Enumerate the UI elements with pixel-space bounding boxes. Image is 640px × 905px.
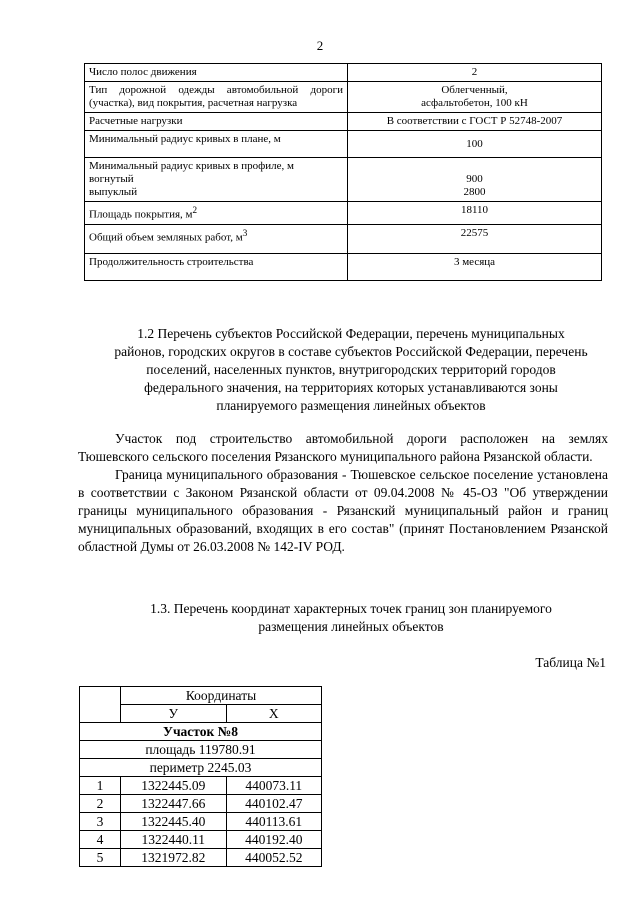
coord-y: 1322445.40 — [121, 813, 227, 831]
point-number: 3 — [80, 813, 121, 831]
heading-line: поселений, населенных пунктов, внутригородских территорий городов — [146, 362, 556, 377]
perimeter-label: периметр 2245.03 — [80, 759, 322, 777]
superscript: 2 — [192, 205, 198, 215]
column-header-y: У — [121, 705, 227, 723]
param-cell: Число полос движения — [85, 64, 348, 82]
area-label: площадь 119780.91 — [80, 741, 322, 759]
table-label: Таблица №1 — [535, 655, 606, 670]
value-cell: 3 месяца — [348, 254, 602, 281]
param-cell — [85, 158, 348, 202]
value-line: асфальтобетон, 100 кН — [421, 97, 528, 109]
value-cell — [348, 82, 602, 113]
point-number: 4 — [80, 831, 121, 849]
value-cell: 18110 — [348, 202, 602, 225]
column-header-x: Х — [226, 705, 322, 723]
table-row — [85, 202, 602, 225]
value-cell — [348, 158, 602, 202]
section-label: Участок №8 — [80, 723, 322, 741]
param-cell: Минимальный радиус кривых в плане, м — [85, 131, 348, 158]
coord-y: 1322445.09 — [121, 777, 227, 795]
value-line: 900 — [466, 173, 483, 185]
section-heading-1-2 — [96, 325, 606, 415]
paragraph: Граница муниципального образования - Тюшевское сельское поселение установлена в соответствии с Законом Рязанской области от 09.04.2008 № 45-ОЗ "Об утверждении границы муниципального образования - Рязанский муниципальный район и границ муниципальных образований, входящих в его состав" (принят Постановлением Рязанской областной Думы от 26.03.2008 № 142-IV РОД. — [78, 467, 608, 554]
page-number: 2 — [316, 38, 324, 53]
value-cell: 2 — [348, 64, 602, 82]
table-row — [85, 225, 602, 254]
value-line: Облегченный, — [441, 84, 508, 96]
param-cell — [85, 202, 348, 225]
value-line: 2800 — [463, 186, 486, 198]
heading-line: районов, городских округов в составе субъектов Российской Федерации, перечень — [114, 344, 588, 359]
param-text: Общий объем земляных работ, м — [89, 231, 243, 244]
param-line: вогнутый — [89, 173, 134, 185]
point-number: 5 — [80, 849, 121, 867]
param-cell — [85, 225, 348, 254]
coords-header: Координаты — [121, 687, 322, 705]
value-cell: В соответствии с ГОСТ Р 52748-2007 — [348, 113, 602, 131]
table-row — [80, 759, 322, 777]
coord-y: 1321972.82 — [121, 849, 227, 867]
point-number: 1 — [80, 777, 121, 795]
heading-line: федерального значения, на территориях которых устанавливаются зоны — [144, 380, 558, 395]
heading-line: размещения линейных объектов — [258, 619, 444, 634]
table-row — [85, 64, 602, 82]
body-text — [78, 430, 608, 556]
coordinates-table — [79, 686, 322, 867]
param-cell: Расчетные нагрузки — [85, 113, 348, 131]
coord-y: 1322440.11 — [121, 831, 227, 849]
section-heading-1-3 — [96, 600, 606, 636]
paragraph: Участок под строительство автомобильной дороги расположен на землях Тюшевского сельского поселения Рязанского муниципального района Рязанской области. — [78, 431, 608, 464]
table-row — [80, 795, 322, 813]
coord-x: 440073.11 — [226, 777, 322, 795]
coord-x: 440192.40 — [226, 831, 322, 849]
empty-header-cell — [80, 687, 121, 723]
param-cell: Продолжительность строительства — [85, 254, 348, 281]
table-row — [80, 741, 322, 759]
table-row — [80, 831, 322, 849]
table-row — [85, 131, 602, 158]
superscript: 3 — [242, 228, 248, 238]
value-cell: 22575 — [348, 225, 602, 254]
coord-x: 440052.52 — [226, 849, 322, 867]
table-row — [80, 777, 322, 795]
param-cell: Тип дорожной одежды автомобильной дороги (участка), вид покрытия, расчетная нагрузка — [85, 82, 348, 113]
coord-x: 440113.61 — [226, 813, 322, 831]
coord-y: 1322447.66 — [121, 795, 227, 813]
param-line: Минимальный радиус кривых в профиле, м — [89, 160, 294, 172]
table-row — [80, 813, 322, 831]
heading-line: планируемого размещения линейных объектов — [216, 398, 486, 413]
param-line: выпуклый — [89, 186, 138, 198]
table-header-row — [80, 687, 322, 705]
table-row — [85, 254, 602, 281]
heading-line: 1.2 Перечень субъектов Российской Федерации, перечень муниципальных — [137, 326, 565, 341]
table-row — [80, 723, 322, 741]
road-parameters-table — [84, 63, 602, 281]
table-row — [85, 158, 602, 202]
coord-x: 440102.47 — [226, 795, 322, 813]
point-number: 2 — [80, 795, 121, 813]
table-row — [80, 849, 322, 867]
param-text: Площадь покрытия, м — [89, 208, 193, 221]
table-row — [85, 113, 602, 131]
heading-line: 1.3. Перечень координат характерных точек границ зон планируемого — [150, 601, 552, 616]
table-row — [85, 82, 602, 113]
value-cell: 100 — [348, 131, 602, 158]
